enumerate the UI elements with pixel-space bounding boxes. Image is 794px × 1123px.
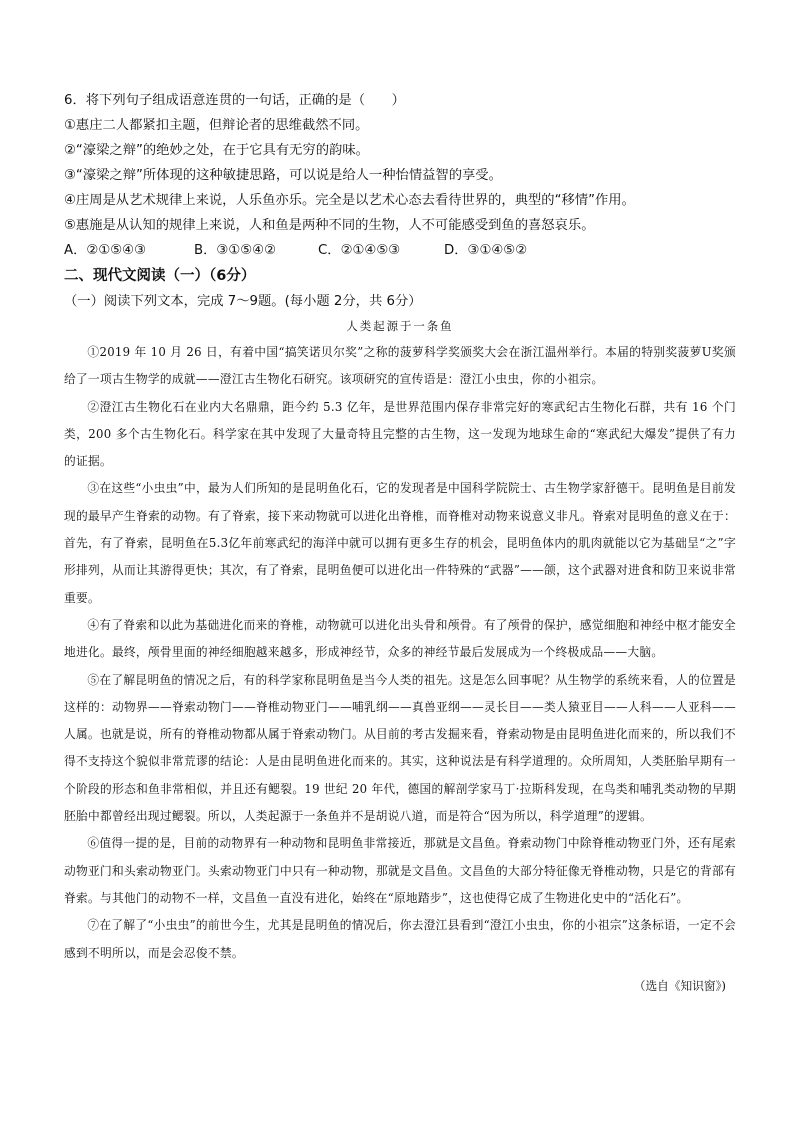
section-title: 二、现代文阅读（一）（6分） bbox=[64, 268, 256, 284]
article-paragraph-5: ⑤在了解昆明鱼的情况之后，有的科学家称昆明鱼是当今人类的祖先。这是怎么回事呢？从生物学的系统来看，人的位置是这样的：动物界——脊索动物门——脊椎动物亚门——哺乳纲——真兽亚纲——灵长目——类人猿亚目——人科——人亚科——人属。也就是说，所有的脊椎动物都从属于脊索动物门。从目前的考古发掘来看，脊索动物是由昆明鱼进化而来的，所以我们不得不支持这个貌似非常荒谬的结论：人是由昆明鱼进化而来的。其实，这种说法是有科学道理的。众所周知，人类胚胎早期有一个阶段的形态和鱼非常相似，并且还有鳃裂。19 世纪 20 年代，德国的解剖学家马丁·拉斯科发现，在鸟类和哺乳类动物的早期胚胎中都曾经出现过鳃裂。所以，人类起源于一条鱼并不是胡说八道，而是符合“因为所以，科学道理”的逻辑。 bbox=[64, 672, 736, 824]
option-b: B．③①⑤④② bbox=[194, 243, 277, 258]
section-instruction: （一）阅读下列文本，完成 7～9题。(每小题 2分，共 6分） bbox=[64, 294, 422, 309]
article-paragraph-3: ③在这些“小虫虫”中，最为人们所知的是昆明鱼化石，它的发现者是中国科学院院士、古生物学家舒德干。昆明鱼是目前发现的最早产生脊索的动物。有了脊索，接下来动物就可以进化出脊椎，而脊椎对动物来说意义非凡。脊索对昆明鱼的意义在于：首先，有了脊索，昆明鱼在5.3亿年前寒武纪的海洋中就可以拥有更多生存的机会，昆明鱼体内的肌肉就能以它为基础呈“之”字形排列，从而让其游得更快；其次，有了脊索，昆明鱼便可以进化出一件特殊的“武器”——颌，这个武器对进食和防卫来说非常重要。 bbox=[64, 481, 736, 605]
sentence-5: ⑤惠施是从认知的规律上来说，人和鱼是两种不同的生物，人不可能感受到鱼的喜怒哀乐。 bbox=[64, 218, 595, 233]
question-6 bbox=[64, 88, 736, 263]
article-body bbox=[64, 339, 736, 967]
question-stem: 6．将下列句子组成语意连贯的一句话，正确的是（ ） bbox=[64, 93, 405, 108]
article-paragraph-7: ⑦在了解了“小虫虫”的前世今生，尤其是昆明鱼的情况后，你去澄江县看到“澄江小虫虫，你的小祖宗”这条标语，一定不会感到不明所以，而是会忍俊不禁。 bbox=[64, 918, 736, 960]
option-d: D．③①④⑤② bbox=[444, 243, 528, 258]
article-paragraph-2: ②澄江古生物化石在业内大名鼎鼎，距今约 5.3 亿年，是世界范围内保存非常完好的寒武纪古生物化石群，共有 16 个门类，200 多个古生物化石。科学家在其中发现了大量奇特且完整的古生物，这一发现为地球生命的“寒武纪大爆发”提供了有力的证据。 bbox=[64, 399, 736, 469]
sentence-4: ④庄周是从艺术规律上来说，人乐鱼亦乐。完全是以艺术心态去看待世界的，典型的“移情”作用。 bbox=[64, 193, 635, 208]
sentence-2: ②“濠梁之辩”的绝妙之处，在于它具有无穷的韵味。 bbox=[64, 143, 369, 158]
article-paragraph-6: ⑥值得一提的是，目前的动物界有一种动物和昆明鱼非常接近，那就是文昌鱼。脊索动物门中除脊椎动物亚门外，还有尾索动物亚门和头索动物亚门。头索动物亚门中只有一种动物，那就是文昌鱼。文昌鱼的大部分特征像无脊椎动物，只是它的背部有脊索。与其他门的动物不一样，文昌鱼一直没有进化，始终在“原地踏步”，这也使得它成了生物进化史中的“活化石”。 bbox=[64, 836, 736, 905]
answer-options bbox=[64, 238, 736, 263]
article-source: （选自《知识窗》) bbox=[633, 978, 726, 993]
exam-page bbox=[64, 88, 736, 1001]
sentence-1: ①惠庄二人都紧扣主题，但辩论者的思维截然不同。 bbox=[64, 118, 369, 133]
sentence-3: ③“濠梁之辩”所体现的这种敏捷思路，可以说是给人一种怡情益智的享受。 bbox=[64, 168, 502, 183]
option-c: C．②①④⑤③ bbox=[318, 243, 401, 258]
article-paragraph-1: ①2019 年 10 月 26 日，有着中国“搞笑诺贝尔奖”之称的菠萝科学奖颁奖大会在浙江温州举行。本届的特别奖菠萝U奖颁给了一项古生物学的成就——澄江古生物化石研究。该项研究的宣传语是：澄江小虫虫，你的小祖宗。 bbox=[64, 345, 736, 387]
article-title: 人类起源于一条鱼 bbox=[346, 319, 454, 333]
option-a: A．②①⑤④③ bbox=[64, 243, 146, 258]
article-paragraph-4: ④有了脊索和以此为基础进化而来的脊椎，动物就可以进化出头骨和颅骨。有了颅骨的保护，感觉细胞和神经中枢才能安全地进化。最终，颅骨里面的神经细胞越来越多，形成神经节，众多的神经节最后发展成为一个终极成品——大脑。 bbox=[64, 617, 736, 660]
